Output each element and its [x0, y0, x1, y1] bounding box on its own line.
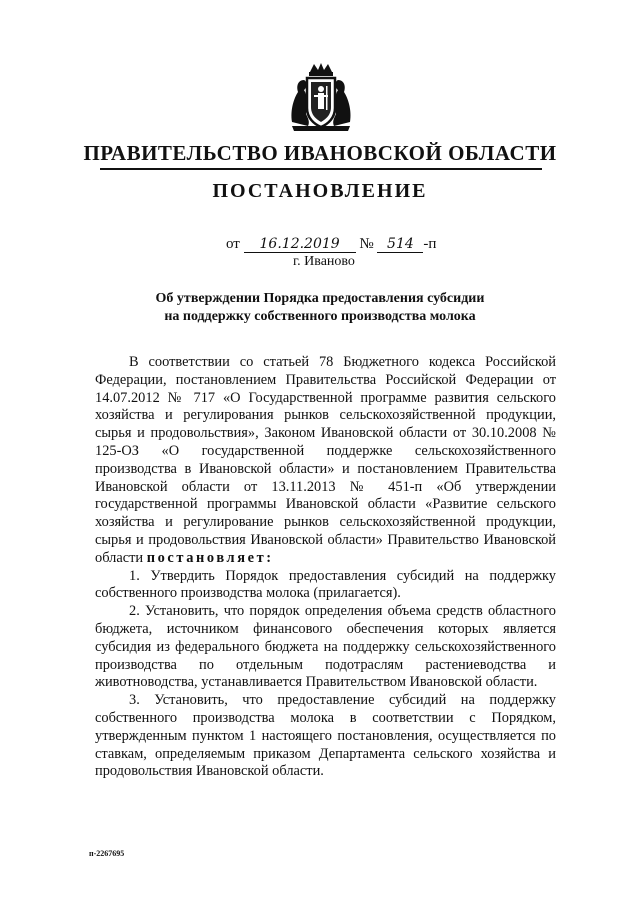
title-underline: [100, 168, 542, 170]
date-number-line: [226, 236, 436, 253]
number-suffix: -п: [423, 236, 437, 252]
number-sign: №: [359, 236, 374, 252]
footer-code: п-2267695: [89, 849, 125, 858]
coat-of-arms-icon: [288, 62, 354, 132]
item-2: 2. Установить, что порядок определения объема средств областного бюджета, источником финансового обеспечения которых является субсидия из федерального бюджета на поддержку сельскохозяйственного производства по отдельным подотраслям растениеводства и животноводства, устанавливается Правительством Ивановской области.: [95, 603, 556, 691]
intro-paragraph: [95, 354, 556, 568]
decree-word: постановляет:: [146, 549, 274, 566]
document-body: [95, 354, 556, 781]
government-title: ПРАВИТЕЛЬСТВО ИВАНОВСКОЙ ОБЛАСТИ: [83, 141, 557, 165]
handwritten-date: 16.12.2019: [244, 237, 356, 253]
date-prefix: от: [226, 236, 240, 252]
document-type: ПОСТАНОВЛЕНИЕ: [212, 180, 428, 202]
city-name: г. Иваново: [293, 254, 355, 269]
subject-line-1: Об утверждении Порядка предоставления субсидии: [155, 291, 485, 306]
item-1: 1. Утвердить Порядок предоставления субсидий на поддержку собственного производства молока (прилагается).: [95, 567, 556, 602]
intro-text: В соответствии со статьей 78 Бюджетного кодекса Российской Федерации, постановлением Правительства Российской Федерации от 14.07.2012 № 717 «О Государственной программе развития сельского хозяйства и регулирования рынков сельскохозяйственной продукции, сырья и продовольствия», Законом Ивановской области от 30.10.2008 № 125-ОЗ «О государственной поддержке сельскохозяйственного производства в Ивановской области» и постановлением Правительства Ивановской области от 13.11.2013 № 451-п «Об утверждении государственной программы Ивановской области «Развитие сельского хозяйства и регулирование рынков сельскохозяйственной продукции, сырья и продовольствия Ивановской области» Правительство Ивановской области: [95, 354, 556, 566]
item-3: 3. Установить, что предоставление субсидий на поддержку собственного производства молока в соответствии с Порядком, утвержденным пунктом 1 настоящего постановления, осуществляется по ставкам, определяемым приказом Департамента сельского хозяйства и продовольствия Ивановской области.: [95, 692, 556, 780]
subject-line-2: на поддержку собственного производства молока: [164, 309, 476, 324]
handwritten-number: 514: [377, 237, 423, 253]
document-subject: [0, 290, 640, 326]
